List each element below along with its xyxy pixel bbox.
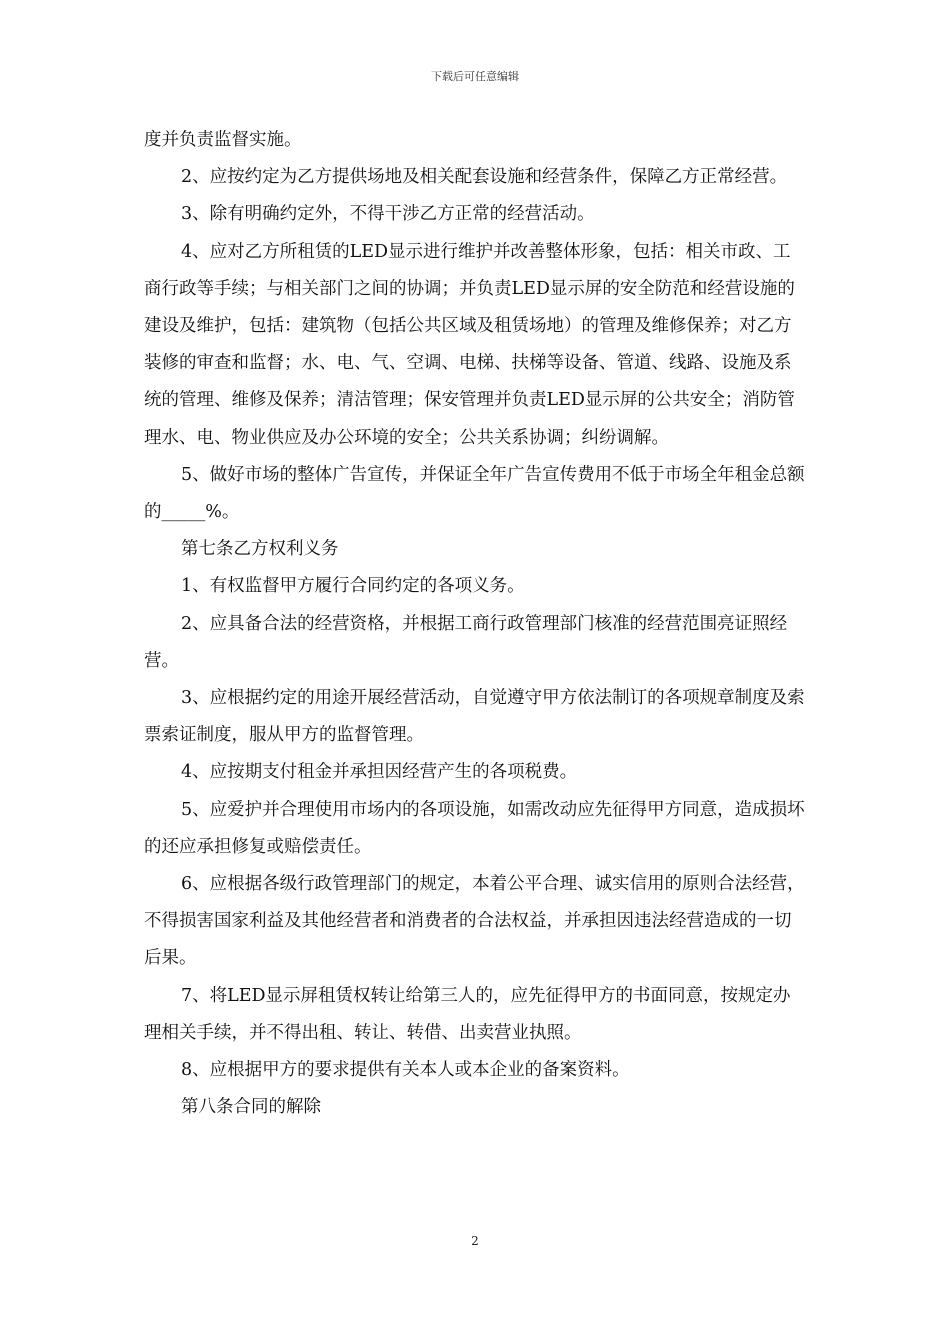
- section-heading-article-8: 第八条合同的解除: [181, 1097, 321, 1118]
- paragraph-b-clause-1: 1、有权监督甲方履行合同约定的各项义务。: [181, 576, 525, 597]
- paragraph-b-clause-5: 5、应爱护并合理使用市场内的各项设施，如需改动应先征得甲方同意，造成损坏的还应承担修复或赔偿责任。: [144, 799, 805, 857]
- page-number: 2: [471, 1234, 479, 1248]
- paragraph-clause-2: 2、应按约定为乙方提供场地及相关配套设施和经营条件，保障乙方正常经营。: [181, 167, 788, 188]
- page-header-note: 下载后可任意编辑: [431, 70, 519, 83]
- paragraph-b-clause-3: 3、应根据约定的用途开展经营活动，自觉遵守甲方依法制订的各项规章制度及索票索证制度，服从甲方的监督管理。: [144, 688, 805, 746]
- paragraph-b-clause-4: 4、应按期支付租金并承担因经营产生的各项税费。: [181, 762, 578, 783]
- paragraph-b-clause-2: 2、应具备合法的经营资格，并根据工商行政管理部门核准的经营范围亮证照经营。: [144, 613, 788, 671]
- document-body: [144, 122, 808, 1126]
- paragraph-continuation: 度并负责监督实施。: [144, 130, 302, 150]
- paragraph-b-clause-8: 8、应根据甲方的要求提供有关本人或本企业的备案资料。: [181, 1060, 630, 1081]
- paragraph-b-clause-6: 6、应根据各级行政管理部门的规定，本着公平合理、诚实信用的原则合法经营，不得损害国家利益及其他经营者和消费者的合法权益，并承担因违法经营造成的一切后果。: [144, 874, 805, 969]
- section-heading-article-7: 第七条乙方权利义务: [181, 539, 339, 560]
- paragraph-clause-3: 3、除有明确约定外，不得干涉乙方正常的经营活动。: [181, 204, 595, 225]
- paragraph-b-clause-7: 7、将LED显示屏租赁权转让给第三人的，应先征得甲方的书面同意，按规定办理相关手续，并不得出租、转让、转借、出卖营业执照。: [144, 985, 791, 1043]
- paragraph-clause-5: 5、做好市场的整体广告宣传，并保证全年广告宣传费用不低于市场全年租金总额的_____%。: [144, 464, 805, 523]
- paragraph-clause-4: 4、应对乙方所租赁的LED显示进行维护并改善整体形象，包括：相关市政、工商行政等手续；与相关部门之间的协调；并负责LED显示屏的安全防范和经营设施的建设及维护，包括：建筑物（包括公共区域及租赁场地）的管理及维修保养；对乙方装修的审查和监督；水、电、气、空调、电梯、扶梯等设备、管道、线路、设施及系统的管理、维修及保养；清洁管理；保安管理并负责LED显示屏的公共安全；消防管理水、电、物业供应及办公环境的安全；公共关系协调；纠纷调解。: [144, 241, 795, 448]
